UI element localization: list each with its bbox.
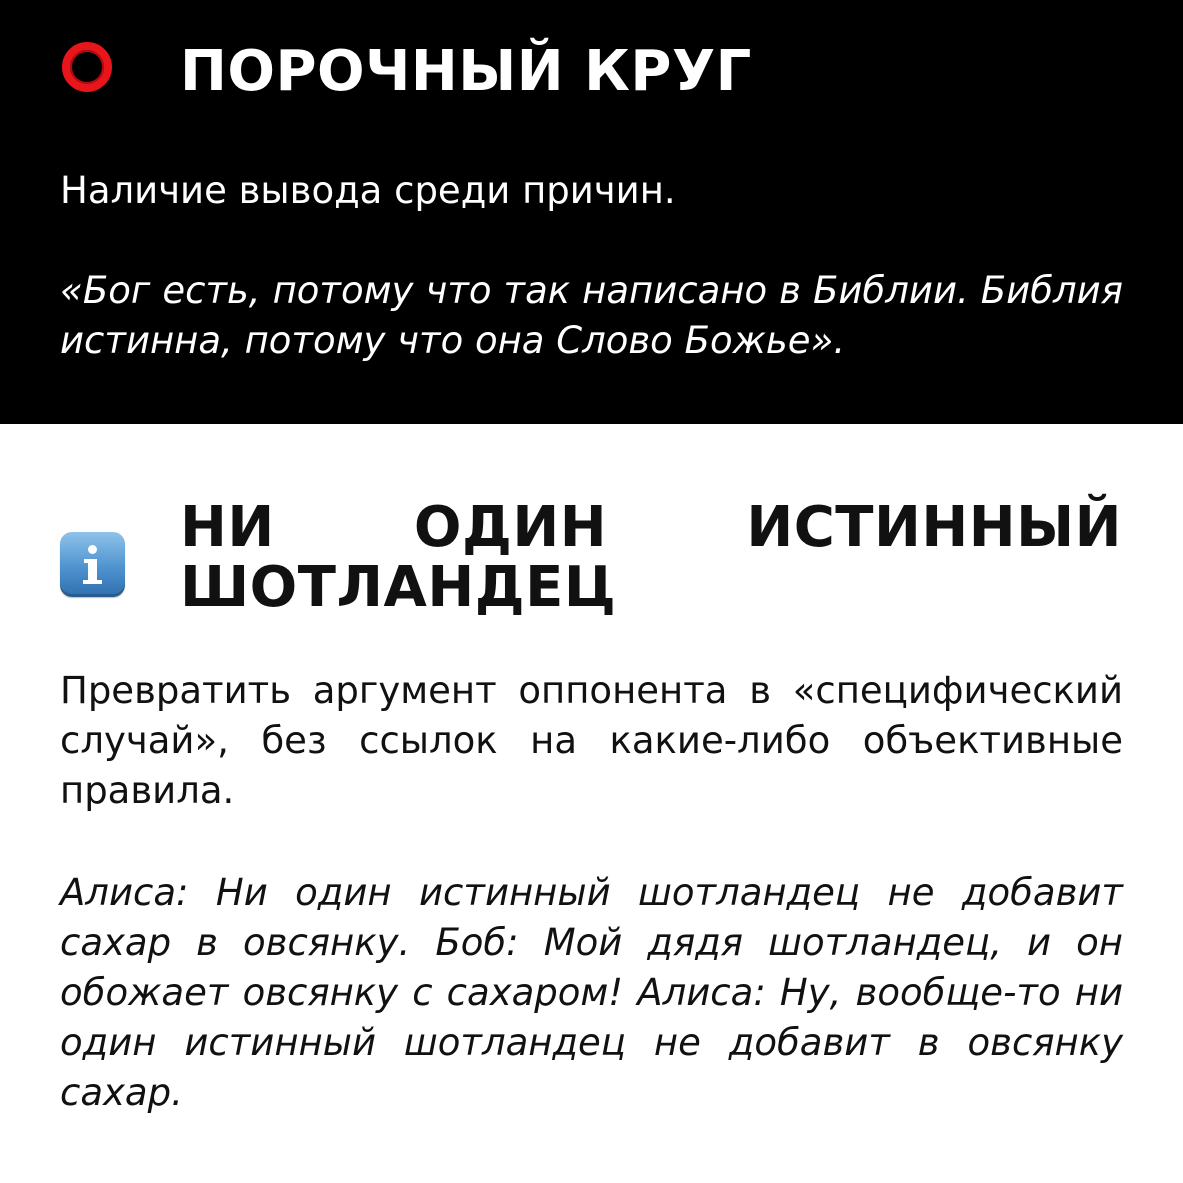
section-definition: Наличие вывода среди причин. <box>60 169 676 212</box>
vicious-circle-section <box>0 0 1183 424</box>
info-icon <box>60 532 125 597</box>
section-title-line-1: НИ ОДИН ИСТИННЫЙ <box>180 495 1122 560</box>
info-icon-serif-base <box>83 580 102 584</box>
section-title-line-2: ШОТЛАНДЕЦ <box>180 555 617 620</box>
section-definition: Превратить аргумент оппонента в «специфический случай», без ссылок на какие-либо объективные правила. <box>60 669 1123 812</box>
no-true-scotsman-section <box>0 424 1183 1183</box>
section-example: «Бог есть, потому что так написано в Библии. Библия истинна, потому что она Слово Божье». <box>60 269 1123 362</box>
section-example: Алиса: Ни один истинный шотландец не добавит сахар в овсянку. Боб: Мой дядя шотландец, и он обожает овсянку с сахаром! Алиса: Ну, вообще-то ни один истинный шотландец не добавит в овсянку сахар. <box>60 871 1123 1114</box>
section-title <box>180 495 1122 620</box>
section-title: ПОРОЧНЫЙ КРУГ <box>180 39 752 104</box>
info-icon-dot <box>88 545 97 554</box>
red-circle-icon <box>62 42 112 92</box>
